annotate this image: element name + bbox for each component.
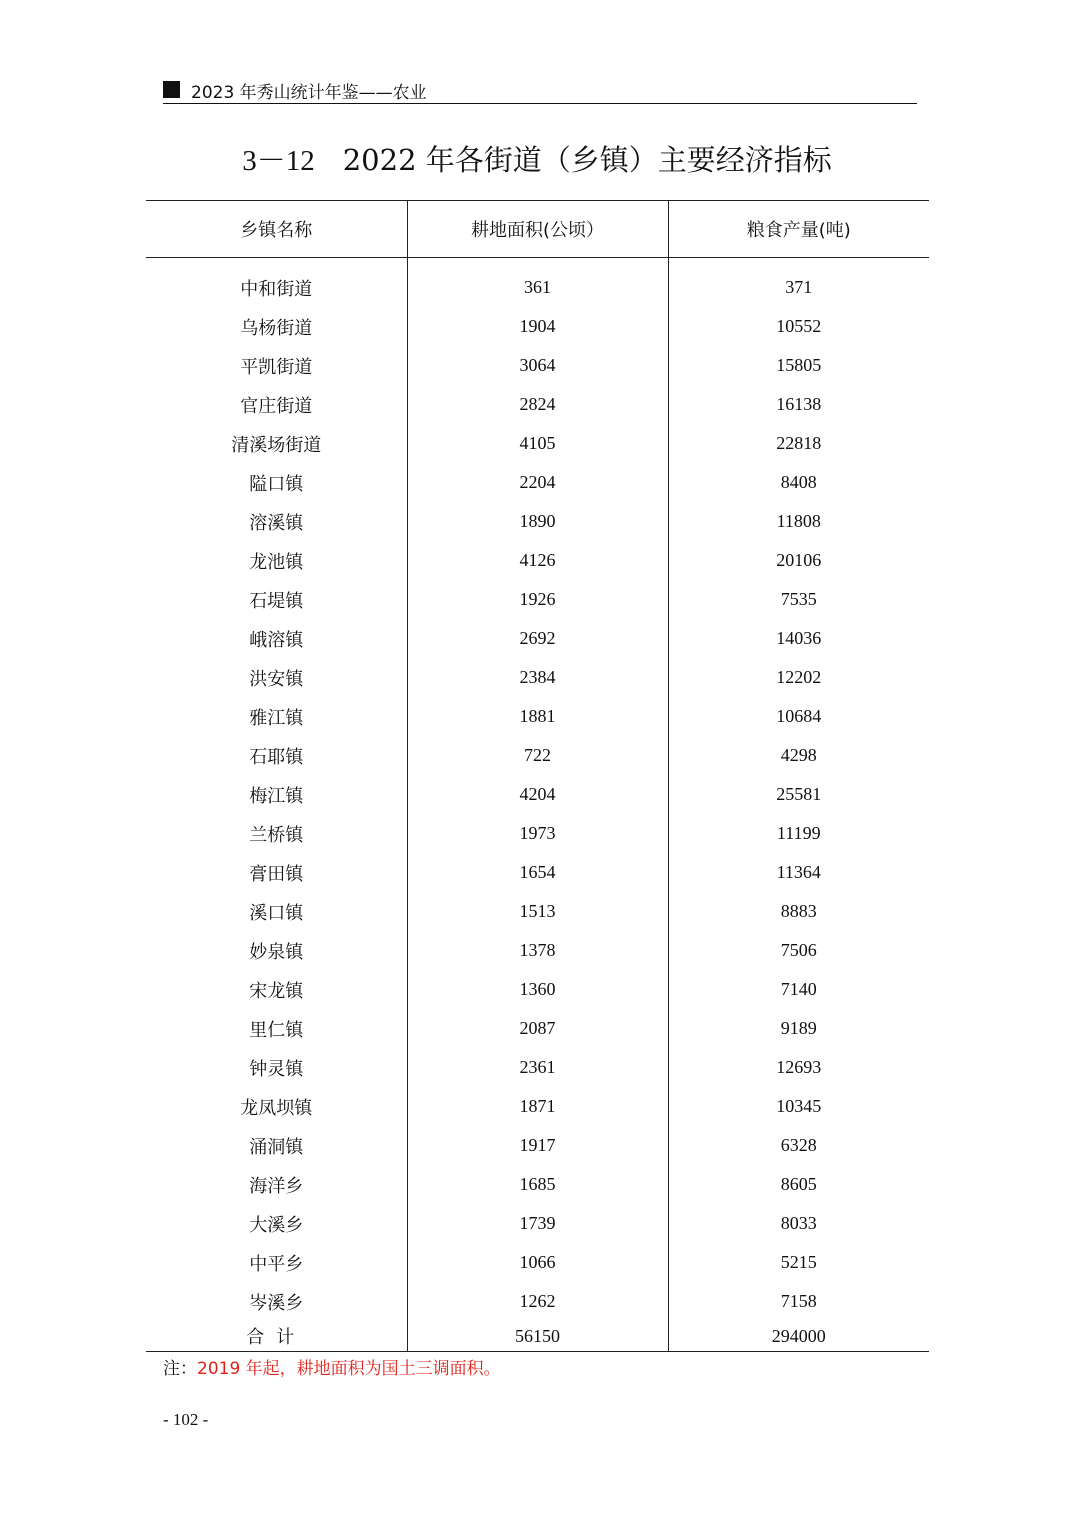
grain-output-cell: 12202 — [668, 658, 929, 697]
grain-output-cell: 6328 — [668, 1126, 929, 1165]
grain-output-cell: 15805 — [668, 346, 929, 385]
grain-output-cell: 22818 — [668, 424, 929, 463]
table-row — [146, 307, 929, 346]
arable-area-cell: 1904 — [407, 307, 668, 346]
grain-output-cell: 10684 — [668, 697, 929, 736]
town-name-cell: 中和街道 — [240, 278, 313, 300]
arable-area-cell: 4105 — [407, 424, 668, 463]
town-name-cell: 石堤镇 — [249, 590, 304, 612]
table-row — [146, 258, 929, 308]
arable-area-cell: 1654 — [407, 853, 668, 892]
grain-output-cell: 10552 — [668, 307, 929, 346]
table-row — [146, 385, 929, 424]
table-row — [146, 1126, 929, 1165]
town-name-cell: 中平乡 — [249, 1253, 304, 1275]
arable-area-cell: 1262 — [407, 1282, 668, 1321]
arable-area-cell: 1739 — [407, 1204, 668, 1243]
town-name-cell: 隘口镇 — [249, 473, 304, 495]
town-name-cell: 兰桥镇 — [249, 824, 304, 846]
table-row — [146, 775, 929, 814]
town-name-cell: 龙池镇 — [249, 551, 304, 573]
grain-output-cell: 5215 — [668, 1243, 929, 1282]
town-name-cell: 溪口镇 — [249, 902, 304, 924]
arable-area-cell: 722 — [407, 736, 668, 775]
arable-area-cell: 2384 — [407, 658, 668, 697]
grain-output-cell: 7140 — [668, 970, 929, 1009]
town-name-cell: 海洋乡 — [249, 1175, 304, 1197]
arable-area-cell: 2692 — [407, 619, 668, 658]
arable-area-cell: 1973 — [407, 814, 668, 853]
table-row — [146, 736, 929, 775]
header-text: 2023 年秀山统计年鉴——农业 — [191, 83, 427, 103]
grain-output-cell: 8605 — [668, 1165, 929, 1204]
economic-indicators-table — [146, 200, 929, 1352]
town-name-cell: 涌洞镇 — [249, 1136, 304, 1158]
table-row — [146, 1048, 929, 1087]
table-number: 3－12 — [242, 145, 315, 177]
arable-area-cell: 4204 — [407, 775, 668, 814]
table-row — [146, 1165, 929, 1204]
footnote-prefix: 注： — [163, 1359, 197, 1379]
town-name-cell: 龙凤坝镇 — [240, 1097, 313, 1119]
table-header-row — [146, 201, 929, 258]
town-name-cell: 洪安镇 — [249, 668, 304, 690]
grain-output-cell: 10345 — [668, 1087, 929, 1126]
town-name-cell: 岑溪乡 — [249, 1292, 304, 1314]
town-name-cell: 雅江镇 — [249, 707, 304, 729]
town-name-cell: 膏田镇 — [249, 863, 304, 885]
table-row — [146, 1282, 929, 1321]
arable-area-cell: 1513 — [407, 892, 668, 931]
grain-output-cell: 14036 — [668, 619, 929, 658]
table-title-text: 2022 年各街道（乡镇）主要经济指标 — [342, 143, 832, 177]
arable-area-cell: 2087 — [407, 1009, 668, 1048]
town-name-cell: 妙泉镇 — [249, 941, 304, 963]
grain-output-cell: 7535 — [668, 580, 929, 619]
arable-area-cell: 361 — [407, 258, 668, 308]
column-header-name: 乡镇名称 — [146, 201, 407, 258]
table-row — [146, 931, 929, 970]
grain-output-cell: 8408 — [668, 463, 929, 502]
grain-output-cell: 11364 — [668, 853, 929, 892]
table-row — [146, 619, 929, 658]
arable-area-cell: 3064 — [407, 346, 668, 385]
town-name-cell: 官庄街道 — [240, 395, 313, 417]
table-row — [146, 463, 929, 502]
grain-output-cell: 11199 — [668, 814, 929, 853]
table-row — [146, 697, 929, 736]
footnote-text: 2019 年起，耕地面积为国土三调面积。 — [197, 1359, 501, 1379]
arable-area-cell: 1917 — [407, 1126, 668, 1165]
table-total-row — [146, 1321, 929, 1352]
arable-area-cell: 1890 — [407, 502, 668, 541]
table-row — [146, 541, 929, 580]
town-name-cell: 平凯街道 — [240, 356, 313, 378]
table-body — [146, 258, 929, 1352]
arable-area-cell: 2204 — [407, 463, 668, 502]
arable-area-cell: 2824 — [407, 385, 668, 424]
town-name-cell: 清溪场街道 — [231, 434, 322, 456]
total-area-cell: 56150 — [407, 1321, 668, 1352]
grain-output-cell: 20106 — [668, 541, 929, 580]
grain-output-cell: 12693 — [668, 1048, 929, 1087]
column-header-grain: 粮食产量(吨) — [668, 201, 929, 258]
grain-output-cell: 371 — [668, 258, 929, 308]
total-grain-cell: 294000 — [668, 1321, 929, 1352]
page-number: - 102 - — [163, 1410, 209, 1429]
arable-area-cell: 1360 — [407, 970, 668, 1009]
table-row — [146, 1243, 929, 1282]
arable-area-cell: 1926 — [407, 580, 668, 619]
table-row — [146, 502, 929, 541]
arable-area-cell: 1378 — [407, 931, 668, 970]
grain-output-cell: 11808 — [668, 502, 929, 541]
town-name-cell: 大溪乡 — [249, 1214, 304, 1236]
table-row — [146, 1009, 929, 1048]
table-row — [146, 580, 929, 619]
town-name-cell: 宋龙镇 — [249, 980, 304, 1002]
grain-output-cell: 8883 — [668, 892, 929, 931]
table-row — [146, 892, 929, 931]
arable-area-cell: 1066 — [407, 1243, 668, 1282]
table-row — [146, 970, 929, 1009]
arable-area-cell: 1881 — [407, 697, 668, 736]
grain-output-cell: 16138 — [668, 385, 929, 424]
town-name-cell: 里仁镇 — [249, 1019, 304, 1041]
table-row — [146, 814, 929, 853]
table-row — [146, 658, 929, 697]
column-header-area: 耕地面积(公顷） — [407, 201, 668, 258]
arable-area-cell: 4126 — [407, 541, 668, 580]
town-name-cell: 峨溶镇 — [249, 629, 304, 651]
grain-output-cell: 7506 — [668, 931, 929, 970]
table-row — [146, 853, 929, 892]
grain-output-cell: 25581 — [668, 775, 929, 814]
arable-area-cell: 1871 — [407, 1087, 668, 1126]
town-name-cell: 溶溪镇 — [249, 512, 304, 534]
running-header — [163, 77, 917, 104]
grain-output-cell: 8033 — [668, 1204, 929, 1243]
table-row — [146, 1087, 929, 1126]
table-row — [146, 424, 929, 463]
table-row — [146, 346, 929, 385]
footnote — [163, 1354, 501, 1379]
grain-output-cell: 4298 — [668, 736, 929, 775]
town-name-cell: 乌杨街道 — [240, 317, 313, 339]
town-name-cell: 石耶镇 — [249, 746, 304, 768]
header-square-icon — [163, 81, 180, 98]
arable-area-cell: 2361 — [407, 1048, 668, 1087]
grain-output-cell: 9189 — [668, 1009, 929, 1048]
town-name-cell: 梅江镇 — [249, 785, 304, 807]
total-label-cell: 合计 — [146, 1321, 407, 1352]
grain-output-cell: 7158 — [668, 1282, 929, 1321]
arable-area-cell: 1685 — [407, 1165, 668, 1204]
town-name-cell: 钟灵镇 — [249, 1058, 304, 1080]
table-row — [146, 1204, 929, 1243]
table-title — [0, 138, 1074, 179]
